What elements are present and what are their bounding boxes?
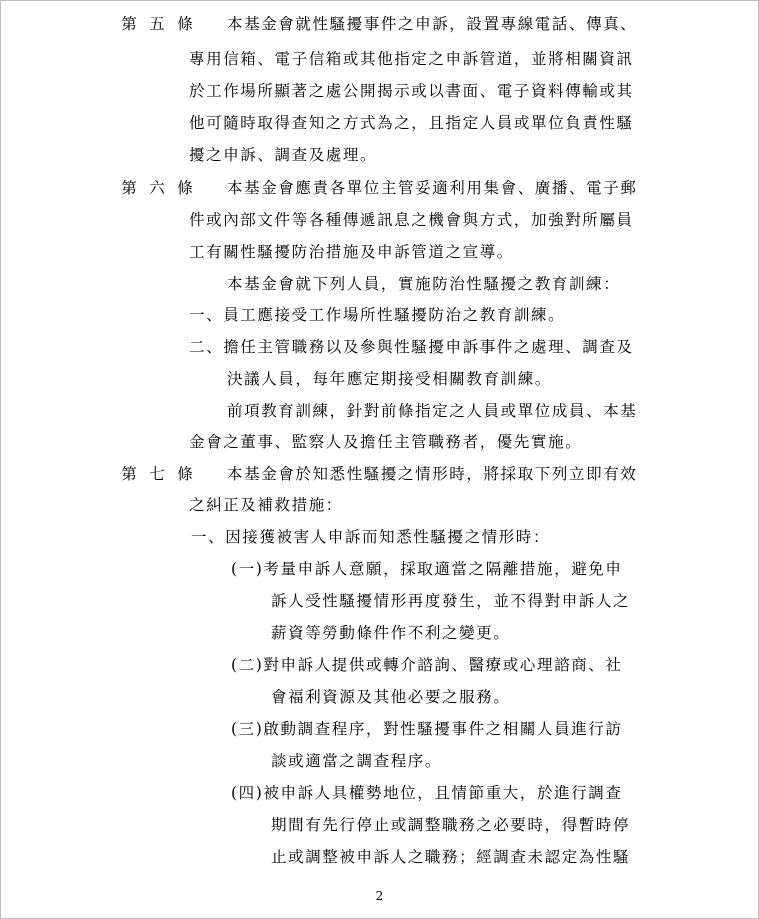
article-7-subitem-1-cont-1: 訴人受性騷擾情形再度發生，並不得對申訴人之 [271, 592, 631, 610]
article-6-line-8: 前項教育訓練，針對前條指定之人員或單位成員、本基 [227, 402, 638, 420]
article-7-subitem-4: (四)被申訴人具權勢地位，且情節重大，於進行調查 [231, 784, 623, 802]
article-7-subitem-4-cont-2: 止或調整被申訴人之職務；經調查未認定為性騷 [271, 848, 631, 866]
article-7-subitem-3: (三)啟動調查程序，對性騷擾事件之相關人員進行訪 [231, 720, 623, 738]
article-7-label: 第 七 條 [121, 465, 193, 483]
article-7-line-2: 之糾正及補救措施： [189, 496, 343, 514]
article-5-line-3: 於工作場所顯著之處公開揭示或以書面、電子資料傳輸或其 [189, 82, 634, 100]
article-6-line-1: 本基金會應責各單位主管妥適利用集會、廣播、電子郵 [227, 179, 638, 197]
article-5-line-1: 本基金會就性騷擾事件之申訴，設置專線電話、傳真、 [227, 15, 638, 33]
article-7-subitem-4-cont-1: 期間有先行停止或調整職務之必要時，得暫時停 [271, 816, 631, 834]
article-6-label: 第 六 條 [121, 179, 193, 197]
article-6-item-2: 二、擔任主管職務以及參與性騷擾申訴事件之處理、調查及 [189, 338, 634, 356]
article-5-line-4: 他可隨時取得查知之方式為之，且指定人員或單位負責性騷 [189, 114, 634, 132]
article-7-subitem-1: (一)考量申訴人意願，採取適當之隔離措施，避免申 [231, 560, 623, 578]
article-5-line-2: 專用信箱、電子信箱或其他指定之申訴管道，並將相關資訊 [189, 50, 634, 68]
article-7-subitem-2: (二)對申訴人提供或轉介諮詢、醫療或心理諮商、社 [231, 656, 623, 674]
article-6-line-9: 金會之董事、監察人及擔任主管職務者，優先實施。 [189, 433, 583, 451]
page-number: 2 [375, 889, 384, 903]
article-7-line-1: 本基金會於知悉性騷擾之情形時，將採取下列立即有效 [227, 465, 638, 483]
article-6-line-3: 工有關性騷擾防治措施及申訴管道之宣導。 [189, 243, 514, 261]
article-6-item-2-cont: 決議人員，每年應定期接受相關教育訓練。 [227, 370, 552, 388]
article-6-line-4: 本基金會就下列人員，實施防治性騷擾之教育訓練： [227, 275, 621, 293]
article-5-label: 第 五 條 [121, 15, 193, 33]
article-7-subitem-3-cont: 談或適當之調查程序。 [271, 752, 443, 770]
article-6-line-2: 件或內部文件等各種傳遞訊息之機會與方式，加強對所屬員 [189, 211, 634, 229]
article-7-subitem-1-cont-2: 薪資等勞動條件作不利之變更。 [271, 624, 511, 642]
article-5-line-5: 擾之申訴、調查及處理。 [189, 146, 378, 164]
article-6-item-1: 一、員工應接受工作場所性騷擾防治之教育訓練。 [189, 306, 566, 324]
article-7-subitem-2-cont: 會福利資源及其他必要之服務。 [271, 688, 511, 706]
article-7-item-1: 一、因接獲被害人申訴而知悉性騷擾之情形時： [191, 528, 551, 546]
